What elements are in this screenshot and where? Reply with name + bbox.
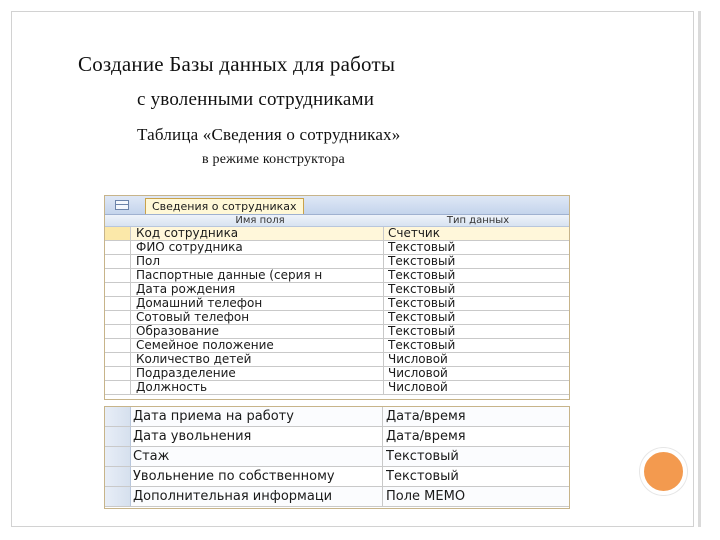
data-type-cell[interactable]: Текстовый	[388, 283, 456, 296]
data-type-cell[interactable]: Текстовый	[388, 297, 456, 310]
row-selector[interactable]	[105, 241, 131, 254]
slide-frame-edge	[698, 11, 701, 527]
data-type-cell[interactable]: Текстовый	[386, 469, 459, 484]
row-selector[interactable]	[105, 353, 131, 366]
field-name-cell[interactable]: Должность	[136, 381, 384, 394]
slide-title-line-2: с уволенными сотрудниками	[137, 89, 375, 110]
data-type-cell[interactable]: Текстовый	[388, 339, 456, 352]
table-row[interactable]	[105, 269, 569, 283]
grid-header	[105, 215, 569, 227]
table-row[interactable]	[105, 367, 569, 381]
data-type-cell[interactable]: Поле МЕМО	[386, 489, 466, 504]
column-header-field-name[interactable]: Имя поля	[235, 215, 285, 226]
row-selector[interactable]	[105, 447, 131, 466]
table-row[interactable]	[105, 487, 569, 507]
field-name-cell[interactable]: Сотовый телефон	[136, 311, 384, 324]
table-row[interactable]	[105, 255, 569, 269]
table-row[interactable]	[105, 353, 569, 367]
tab-bar	[105, 196, 569, 215]
row-selector[interactable]	[105, 381, 131, 394]
table-row[interactable]	[105, 381, 569, 395]
field-name-cell[interactable]: Увольнение по собственному	[133, 467, 383, 486]
row-selector[interactable]	[105, 427, 131, 446]
table-row[interactable]	[105, 227, 569, 241]
row-selector[interactable]	[105, 227, 131, 240]
row-selector[interactable]	[105, 325, 131, 338]
field-name-cell[interactable]: Количество детей	[136, 353, 384, 366]
field-name-cell[interactable]: Подразделение	[136, 367, 384, 380]
data-type-cell[interactable]: Текстовый	[388, 311, 456, 324]
row-selector[interactable]	[105, 283, 131, 296]
table-row[interactable]	[105, 311, 569, 325]
table-row[interactable]	[105, 297, 569, 311]
data-type-cell[interactable]: Числовой	[388, 367, 448, 380]
field-name-cell[interactable]: Семейное положение	[136, 339, 384, 352]
field-name-cell[interactable]: Код сотрудника	[136, 227, 384, 240]
data-type-cell[interactable]: Текстовый	[386, 449, 459, 464]
row-selector[interactable]	[105, 311, 131, 324]
row-selector[interactable]	[105, 407, 131, 426]
field-name-cell[interactable]: Дата увольнения	[133, 427, 383, 446]
field-name-cell[interactable]: Паспортные данные (серия н	[136, 269, 384, 282]
table-design-grid	[104, 195, 570, 400]
data-type-cell[interactable]: Текстовый	[388, 241, 456, 254]
table-row[interactable]	[105, 467, 569, 487]
field-name-cell[interactable]: Домашний телефон	[136, 297, 384, 310]
row-selector[interactable]	[105, 467, 131, 486]
data-type-cell[interactable]: Числовой	[388, 381, 448, 394]
table-row[interactable]	[105, 427, 569, 447]
row-selector[interactable]	[105, 339, 131, 352]
field-name-cell[interactable]: ФИО сотрудника	[136, 241, 384, 254]
column-header-data-type[interactable]: Тип данных	[446, 215, 510, 226]
table-row[interactable]	[105, 339, 569, 353]
row-selector[interactable]	[105, 297, 131, 310]
table-row[interactable]	[105, 447, 569, 467]
table-design-grid-continued	[104, 406, 570, 509]
data-type-cell[interactable]: Текстовый	[388, 269, 456, 282]
table-row[interactable]	[105, 407, 569, 427]
data-type-cell[interactable]: Дата/время	[386, 409, 466, 424]
table-row[interactable]	[105, 325, 569, 339]
slide-subtitle-line-2: в режиме конструктора	[202, 152, 345, 167]
field-name-cell[interactable]: Пол	[136, 255, 384, 268]
row-selector[interactable]	[105, 269, 131, 282]
field-name-cell[interactable]: Образование	[136, 325, 384, 338]
row-selector[interactable]	[105, 487, 131, 506]
data-type-cell[interactable]: Дата/время	[386, 429, 466, 444]
row-selector[interactable]	[105, 255, 131, 268]
field-name-cell[interactable]: Дата рождения	[136, 283, 384, 296]
data-type-cell[interactable]: Числовой	[388, 353, 448, 366]
field-name-cell[interactable]: Дополнительная информаци	[133, 487, 383, 506]
slide-subtitle-line-1: Таблица «Сведения о сотрудниках»	[137, 125, 401, 144]
table-row[interactable]	[105, 283, 569, 297]
table-row[interactable]	[105, 241, 569, 255]
slide-title-line-1: Создание Базы данных для работы	[78, 52, 396, 76]
tab-table-design[interactable]: Сведения о сотрудниках	[145, 198, 304, 214]
field-name-cell[interactable]: Стаж	[133, 447, 383, 466]
data-type-cell[interactable]: Текстовый	[388, 255, 456, 268]
field-name-cell[interactable]: Дата приема на работу	[133, 407, 383, 426]
decorative-circle	[640, 448, 687, 495]
row-selector[interactable]	[105, 367, 131, 380]
data-type-cell[interactable]: Текстовый	[388, 325, 456, 338]
data-type-cell[interactable]: Счетчик	[388, 227, 440, 240]
table-icon	[115, 200, 129, 210]
